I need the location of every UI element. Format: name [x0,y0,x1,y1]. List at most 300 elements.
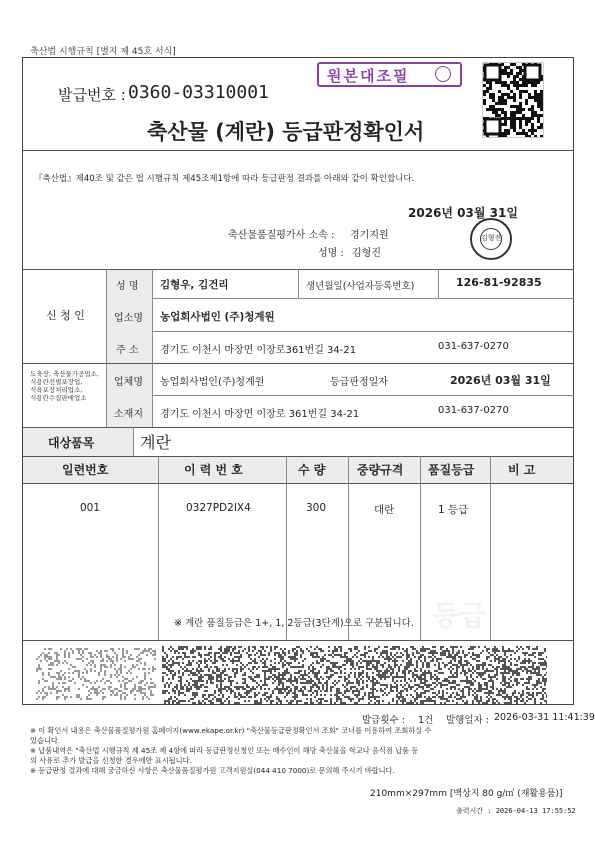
noise-dot [144,668,146,670]
noise-dot [108,686,110,688]
noise-dot [528,694,530,696]
noise-dot [192,648,194,650]
noise-dot [408,654,410,656]
qr-module [501,93,504,96]
noise-dot [448,668,450,670]
noise-dot [224,688,226,690]
noise-dot [50,662,52,664]
noise-dot [404,670,406,672]
noise-dot [430,652,432,654]
qr-module [492,108,495,111]
noise-dot [102,678,104,680]
noise-dot [450,682,452,684]
noise-dot [102,696,104,698]
noise-dot [264,650,266,652]
noise-dot [382,650,384,652]
noise-dot [70,680,72,682]
noise-dot [104,666,106,668]
noise-dot [218,670,220,672]
noise-dot [290,656,292,658]
noise-dot [38,680,40,682]
noise-dot [412,674,414,676]
noise-dot [66,696,68,698]
noise-dot [46,656,48,658]
noise-dot [330,668,332,670]
noise-dot [210,656,212,658]
inspector-seal [470,218,512,260]
noise-dot [336,650,338,652]
noise-dot [288,678,290,680]
noise-dot [418,678,420,680]
noise-dot [284,674,286,676]
noise-dot [162,666,164,668]
noise-dot [230,692,232,694]
noise-dot [440,646,442,648]
qr-module [489,84,492,87]
noise-dot [182,658,184,660]
noise-dot [352,698,354,700]
noise-dot [294,676,296,678]
noise-dot [402,672,404,674]
noise-dot [522,678,524,680]
noise-dot [298,666,300,668]
noise-dot [140,688,142,690]
qr-module [525,135,528,138]
qr-module [504,102,507,105]
noise-dot [542,698,544,700]
noise-dot [286,692,288,694]
noise-dot [440,654,442,656]
noise-dot [370,668,372,670]
noise-dot [420,696,422,698]
noise-dot [490,678,492,680]
qr-module [525,102,528,105]
qr-module [513,126,516,129]
noise-dot [494,676,496,678]
noise-dot [340,654,342,656]
noise-dot [96,694,98,696]
noise-dot [60,670,62,672]
noise-dot [488,652,490,654]
noise-dot [104,664,106,666]
qr-module [525,132,528,135]
noise-dot [230,682,232,684]
noise-dot [200,646,202,648]
noise-dot [106,656,108,658]
noise-dot [76,670,78,672]
noise-dot [152,654,154,656]
noise-dot [426,680,428,682]
qr-module [516,108,519,111]
noise-dot [506,696,508,698]
noise-dot [196,694,198,696]
noise-dot [540,682,542,684]
noise-dot [340,702,342,704]
noise-dot [280,660,282,662]
noise-dot [98,672,100,674]
noise-dot [78,650,80,652]
noise-dot [328,650,330,652]
noise-dot [384,684,386,686]
noise-dot [508,660,510,662]
noise-dot [232,680,234,682]
noise-dot [514,696,516,698]
noise-dot [248,676,250,678]
noise-dot [336,690,338,692]
qr-module [504,93,507,96]
noise-dot [496,668,498,670]
noise-dot [458,694,460,696]
noise-dot [176,658,178,660]
noise-dot [182,668,184,670]
noise-dot [180,680,182,682]
noise-dot [208,670,210,672]
noise-dot [496,678,498,680]
noise-dot [472,666,474,668]
noise-dot [368,694,370,696]
noise-dot [84,668,86,670]
noise-dot [198,676,200,678]
noise-dot [254,680,256,682]
noise-dot [320,702,322,704]
noise-dot [220,690,222,692]
noise-dot [286,700,288,702]
noise-dot [178,680,180,682]
noise-dot [92,660,94,662]
noise-dot [404,678,406,680]
noise-dot [392,690,394,692]
noise-dot [490,676,492,678]
noise-dot [270,672,272,674]
noise-dot [460,660,462,662]
qr-module [507,66,510,69]
noise-dot [232,662,234,664]
noise-dot [276,668,278,670]
noise-dot [368,678,370,680]
noise-dot [200,648,202,650]
noise-dot [188,688,190,690]
noise-dot [468,652,470,654]
noise-dot [442,654,444,656]
qr-module [519,84,522,87]
noise-dot [264,684,266,686]
noise-dot [368,698,370,700]
qr-module [507,132,510,135]
noise-dot [472,682,474,684]
noise-dot [430,674,432,676]
qr-module [528,120,531,123]
noise-dot [436,684,438,686]
qr-module [504,120,507,123]
noise-dot [386,672,388,674]
noise-dot [418,686,420,688]
noise-dot [488,698,490,700]
noise-dot [298,662,300,664]
noise-dot [174,652,176,654]
noise-dot [100,656,102,658]
noise-dot [464,672,466,674]
noise-dot [192,680,194,682]
noise-dot [288,690,290,692]
noise-dot [164,692,166,694]
noise-dot [386,650,388,652]
applicant-address: 경기도 이천시 마장면 이장로361번길 34-21 [160,345,357,356]
noise-dot [64,678,66,680]
qr-module [504,117,507,120]
noise-dot [324,672,326,674]
noise-dot [274,646,276,648]
noise-dot [44,696,46,698]
noise-dot [360,662,362,664]
noise-dot [338,698,340,700]
issue-date: 2026년 03월 31일 [408,206,518,220]
noise-dot [284,664,286,666]
noise-dot [380,690,382,692]
noise-dot [72,650,74,652]
noise-dot [256,652,258,654]
noise-dot [186,688,188,690]
noise-dot [542,678,544,680]
qr-module [537,120,540,123]
noise-dot [456,684,458,686]
noise-dot [300,690,302,692]
noise-dot [380,664,382,666]
noise-dot [428,670,430,672]
noise-dot [478,702,480,704]
noise-dot [250,676,252,678]
qr-module [528,93,531,96]
noise-dot [92,688,94,690]
noise-dot [290,690,292,692]
noise-dot [472,702,474,704]
noise-dot [214,654,216,656]
noise-dot [426,690,428,692]
qr-module [504,123,507,126]
noise-dot [162,672,164,674]
noise-dot [326,690,328,692]
noise-dot [222,702,224,704]
noise-dot [422,646,424,648]
noise-dot [434,682,436,684]
noise-dot [110,686,112,688]
noise-dot [412,652,414,654]
noise-dot [112,648,114,650]
noise-dot [278,692,280,694]
noise-dot [292,692,294,694]
noise-dot [438,672,440,674]
noise-dot [202,670,204,672]
noise-dot [216,698,218,700]
noise-dot [196,692,198,694]
noise-dot [294,654,296,656]
qr-module [495,111,498,114]
noise-dot [166,674,168,676]
noise-dot [302,678,304,680]
noise-dot [290,682,292,684]
noise-dot [58,678,60,680]
noise-dot [496,700,498,702]
noise-dot [462,664,464,666]
noise-dot [108,680,110,682]
noise-dot [250,688,252,690]
noise-dot [120,698,122,700]
noise-dot [354,690,356,692]
noise-dot [188,660,190,662]
noise-dot [466,654,468,656]
noise-dot [350,698,352,700]
qr-module [522,129,525,132]
noise-dot [420,700,422,702]
noise-dot [390,648,392,650]
noise-dot [282,658,284,660]
qr-module [519,90,522,93]
noise-dot [124,682,126,684]
noise-dot [276,698,278,700]
noise-dot [236,688,238,690]
noise-dot [498,660,500,662]
noise-dot [398,670,400,672]
noise-dot [126,652,128,654]
noise-dot [182,688,184,690]
noise-dot [372,666,374,668]
noise-dot [172,702,174,704]
print-time: 출력시간 : 2026-04-13 17:55:52 [456,807,576,815]
noise-dot [264,678,266,680]
noise-dot [390,688,392,690]
noise-dot [510,676,512,678]
noise-dot [100,666,102,668]
noise-dot [344,678,346,680]
noise-dot [384,688,386,690]
noise-dot [512,670,514,672]
noise-dot [260,686,262,688]
security-pattern-right [162,646,547,704]
noise-dot [294,648,296,650]
noise-dot [428,666,430,668]
noise-dot [268,688,270,690]
noise-dot [64,650,66,652]
noise-dot [198,648,200,650]
noise-dot [208,694,210,696]
noise-dot [274,676,276,678]
noise-dot [452,680,454,682]
noise-dot [428,652,430,654]
qr-module [492,96,495,99]
noise-dot [144,674,146,676]
noise-dot [426,700,428,702]
noise-dot [386,686,388,688]
noise-dot [486,668,488,670]
noise-dot [320,660,322,662]
noise-dot [52,682,54,684]
qr-module [519,120,522,123]
noise-dot [296,654,298,656]
noise-dot [142,668,144,670]
noise-dot [216,652,218,654]
noise-dot [372,694,374,696]
noise-dot [202,680,204,682]
noise-dot [420,682,422,684]
noise-dot [88,690,90,692]
noise-dot [378,672,380,674]
noise-dot [312,680,314,682]
issue-time-label: 발행일자 : [446,715,489,726]
noise-dot [442,680,444,682]
noise-dot [406,662,408,664]
noise-dot [176,684,178,686]
noise-dot [546,700,547,702]
noise-dot [50,658,52,660]
noise-dot [534,652,536,654]
noise-dot [104,650,106,652]
noise-dot [150,648,152,650]
noise-dot [432,660,434,662]
noise-dot [128,680,130,682]
noise-dot [198,700,200,702]
noise-dot [542,688,544,690]
noise-dot [516,678,518,680]
noise-dot [238,656,240,658]
noise-dot [198,670,200,672]
noise-dot [508,684,510,686]
noise-dot [244,678,246,680]
noise-dot [304,682,306,684]
target-value: 계란 [140,433,171,452]
noise-dot [526,660,528,662]
noise-dot [502,680,504,682]
noise-dot [404,680,406,682]
noise-dot [96,650,98,652]
noise-dot [316,652,318,654]
noise-dot [216,686,218,688]
noise-dot [546,678,547,680]
noise-dot [174,650,176,652]
noise-dot [214,666,216,668]
noise-dot [294,696,296,698]
noise-dot [128,658,130,660]
noise-dot [298,672,300,674]
noise-dot [472,678,474,680]
qr-module [498,114,501,117]
noise-dot [216,684,218,686]
noise-dot [364,656,366,658]
noise-dot [188,700,190,702]
noise-dot [528,666,530,668]
noise-dot [370,688,372,690]
noise-dot [298,676,300,678]
noise-dot [250,678,252,680]
noise-dot [442,694,444,696]
noise-dot [282,672,284,674]
noise-dot [420,702,422,704]
noise-dot [506,666,508,668]
noise-dot [416,676,418,678]
noise-dot [454,686,456,688]
noise-dot [308,672,310,674]
noise-dot [280,658,282,660]
qr-finder [525,65,540,80]
noise-dot [258,674,260,676]
noise-dot [516,684,518,686]
noise-dot [544,700,546,702]
noise-dot [420,686,422,688]
noise-dot [198,666,200,668]
noise-dot [194,656,196,658]
noise-dot [538,670,540,672]
noise-dot [516,698,518,700]
noise-dot [264,698,266,700]
noise-dot [434,674,436,676]
